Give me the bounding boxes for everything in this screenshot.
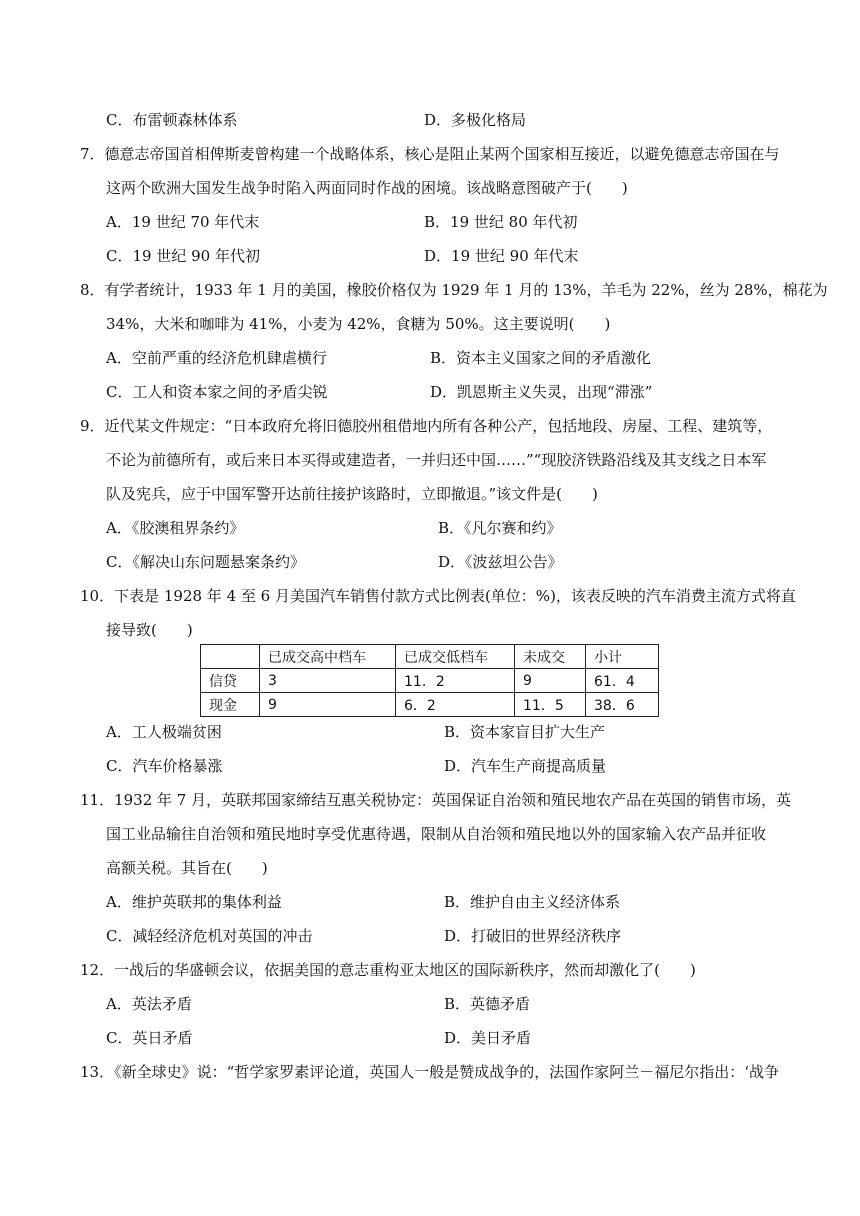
q9-stem-line-2: 不论为前德所有，或后来日本买得或建造者，一并归还中国……”“现胶济铁路沿线及其支线之日本军	[106, 451, 767, 469]
q12-option-a: A．英法矛盾	[106, 995, 192, 1013]
q11-option-c: C．减轻经济危机对英国的冲击	[106, 927, 313, 945]
q9-option-b: B．《凡尔赛和约》	[438, 519, 562, 537]
q8-stem-line-1: 8．有学者统计，1933 年 1 月的美国，橡胶价格仅为 1929 年 1 月的 13%，羊毛为 22%，丝为 28%，棉花为	[80, 281, 828, 299]
table-cell: 9	[260, 693, 396, 717]
q10-stem-line-1: 10．下表是 1928 年 4 至 6 月美国汽车销售付款方式比例表(单位：%)，该表反映的汽车消费主流方式将直	[80, 587, 796, 605]
q11-option-b: B．维护自由主义经济体系	[444, 893, 621, 911]
q9-option-d: D．《波兹坦公告》	[438, 553, 563, 571]
q8-option-d: D．凯恩斯主义失灵，出现“滞涨”	[430, 383, 653, 401]
q12-option-b: B．英德矛盾	[444, 995, 531, 1013]
q9-stem-line-1: 9．近代某文件规定：“日本政府允将旧德胶州租借地内所有各种公产，包括地段、房屋、工程、建筑等，	[80, 417, 773, 435]
q10-stem-line-2: 接导致( )	[106, 621, 193, 639]
q7-stem-line-2: 这两个欧洲大国发生战争时陷入两面同时作战的困境。该战略意图破产于( )	[106, 179, 628, 197]
table-header-cell: 已成交低档车	[396, 645, 515, 669]
q13-stem-line-1: 13．《新全球史》说：“哲学家罗素评论道，英国人一般是赞成战争的，法国作家阿兰－福尼尔指出：‘战争	[80, 1063, 780, 1081]
table-cell: 11．2	[396, 669, 515, 693]
q12-stem-line-1: 12．一战后的华盛顿会议，依据美国的意志重构亚太地区的国际新秩序，然而却激化了( )	[80, 961, 696, 979]
q11-option-a: A．维护英联邦的集体利益	[106, 893, 282, 911]
table-cell: 6．2	[396, 693, 515, 717]
q8-stem-line-2: 34%，大米和咖啡为 41%，小麦为 42%，食糖为 50%。这主要说明( )	[106, 315, 611, 333]
table-row	[201, 693, 659, 717]
q10-option-b: B．资本家盲目扩大生产	[444, 723, 606, 741]
table-cell: 61．4	[586, 669, 659, 693]
table-cell: 3	[260, 669, 396, 693]
table-cell: 9	[515, 669, 586, 693]
table-header-row	[201, 645, 659, 669]
table-row	[201, 669, 659, 693]
table-header-cell	[201, 645, 260, 669]
q9-option-a: A．《胶澳租界条约》	[106, 519, 245, 537]
payment-method-table	[200, 644, 659, 717]
q12-option-d: D．美日矛盾	[444, 1029, 532, 1047]
q6-option-c: C．布雷顿森林体系	[106, 111, 238, 129]
table-cell: 现金	[201, 693, 260, 717]
q12-option-c: C．英日矛盾	[106, 1029, 193, 1047]
q8-option-b: B．资本主义国家之间的矛盾激化	[430, 349, 652, 367]
q10-option-d: D．汽车生产商提高质量	[444, 757, 607, 775]
q11-stem-line-1: 11．1932 年 7 月，英联邦国家缔结互惠关税协定：英国保证自治领和殖民地农产品在英国的销售市场，英	[80, 791, 792, 809]
q9-option-c: C．《解决山东问题悬案条约》	[106, 553, 305, 571]
table-cell: 38．6	[586, 693, 659, 717]
table-header-cell: 已成交高中档车	[260, 645, 396, 669]
q7-option-d: D．19 世纪 90 年代末	[424, 247, 579, 265]
q11-stem-line-3: 高额关税。其旨在( )	[106, 859, 268, 877]
q7-option-a: A．19 世纪 70 年代末	[106, 213, 260, 231]
q11-option-d: D．打破旧的世界经济秩序	[444, 927, 622, 945]
q7-option-b: B．19 世纪 80 年代初	[424, 213, 578, 231]
q7-option-c: C．19 世纪 90 年代初	[106, 247, 260, 265]
q6-option-d: D．多极化格局	[424, 111, 527, 129]
table-cell: 11．5	[515, 693, 586, 717]
table-header-cell: 小计	[586, 645, 659, 669]
q7-stem-line-1: 7．德意志帝国首相俾斯麦曾构建一个战略体系，核心是阻止某两个国家相互接近，以避免德意志帝国在与	[80, 145, 780, 163]
q9-stem-line-3: 队及宪兵，应于中国军警开达前往接护该路时，立即撤退。”该文件是( )	[106, 485, 598, 503]
q11-stem-line-2: 国工业品输往自治领和殖民地时享受优惠待遇，限制从自治领和殖民地以外的国家输入农产品并征收	[106, 825, 767, 843]
table-cell: 信贷	[201, 669, 260, 693]
q8-option-a: A．空前严重的经济危机肆虐横行	[106, 349, 327, 367]
q8-option-c: C．工人和资本家之间的矛盾尖锐	[106, 383, 328, 401]
table-header-cell: 未成交	[515, 645, 586, 669]
q10-option-a: A．工人极端贫困	[106, 723, 222, 741]
q10-option-c: C．汽车价格暴涨	[106, 757, 223, 775]
